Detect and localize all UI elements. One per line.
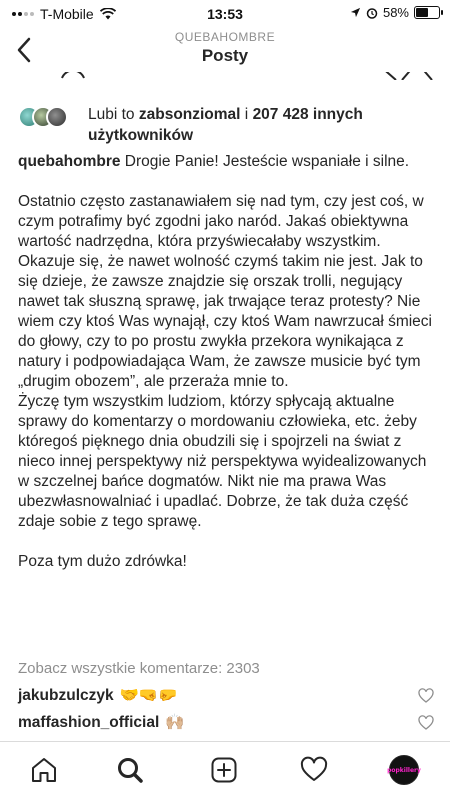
liker-username[interactable]: zabsonziomal <box>138 106 241 123</box>
battery-icon <box>414 6 440 19</box>
caption-paragraph: Ostatnio często zastanawiałem się nad tym, czy jest coś, w czym potrafimy być zgodni jako naród. Jakaś obiektywna wartość nadrzędna, która przyświecałaby wszystkim. <box>18 193 429 250</box>
caption-paragraph: Poza tym dużo zdrówka! <box>18 553 187 570</box>
like-heart-icon[interactable] <box>418 715 434 731</box>
likes-middle: i <box>240 106 253 123</box>
activity-heart-icon <box>300 756 328 784</box>
caption-username[interactable]: quebahombre <box>18 153 121 170</box>
comment-username[interactable]: maffashion_official <box>18 714 160 731</box>
caption-paragraph: Życzę tym wszystkim ludziom, którzy spłycają aktualne sprawy do komentarzy o mordowaniu człowieka, etc. żeby któregoś pięknego dnia obudzili się i spojrzeli na świat z nieco innej perspektywy niż perspektywa wyidealizowanych w szczelnej bańce dogmatów. Nikt nie ma prawa Was ubezwłasnowalniać i upadlać. Dobrze, że tak duża część zdaje sobie z tego sprawę. <box>18 393 431 530</box>
tab-new-post[interactable] <box>208 754 240 786</box>
alarm-icon <box>366 7 378 19</box>
post-caption <box>18 152 438 572</box>
comment-icon-fragment <box>60 72 86 85</box>
likes-count[interactable]: 207 428 innych użytkowników <box>88 106 363 144</box>
caption-paragraph <box>18 152 438 172</box>
tab-search[interactable] <box>114 754 146 786</box>
save-icon-fragment <box>376 72 436 85</box>
clock: 13:53 <box>207 6 243 22</box>
caption-paragraph: Okazuje się, że nawet wolność czymś takim nie jest. Jak to się dzieje, że zawsze znajdzie się orszak trolli, negujący nawet tak słuszną sprawę, jak trwające teraz protesty? Nie wiem czy ktoś Was wynajął, czy ktoś Wam nawrzucał śmieci do głowy, czy to po prostu zwykła przekora wynikająca z natury i podpowiadająca Wam, że zawsze musicie być tym „drugim obozem”, ale przeraża mnie to. <box>18 253 437 390</box>
status-bar <box>0 0 450 28</box>
profile-avatar <box>389 755 419 785</box>
bottom-tab-bar <box>0 741 450 800</box>
battery-percent: 58% <box>382 5 409 20</box>
profile-thumb-logo-text: popkillery <box>387 766 421 774</box>
likes-text <box>88 104 438 146</box>
new-post-icon <box>210 756 238 784</box>
home-icon <box>30 756 58 784</box>
likes-prefix: Lubi to <box>88 106 139 123</box>
status-right <box>350 5 440 20</box>
scrolled-action-row-fragment <box>0 72 450 86</box>
search-icon <box>116 756 144 784</box>
profile-username: QUEBAHOMBRE <box>174 30 276 44</box>
comment-row <box>18 686 438 706</box>
caption-text: Drogie Panie! Jesteście wspaniałe i silne. <box>120 153 410 170</box>
comment-username[interactable]: jakubzulczyk <box>18 687 114 704</box>
liker-avatars <box>18 106 74 126</box>
tab-profile[interactable] <box>388 754 420 786</box>
tab-home[interactable] <box>28 754 60 786</box>
comment-text: 🙌🏼 <box>165 714 185 731</box>
carrier-label: T-Mobile <box>40 6 94 22</box>
page-title: Posty <box>201 46 249 65</box>
comment-text: 🤝🤜🤛 <box>119 687 178 704</box>
like-heart-icon[interactable] <box>418 688 434 704</box>
location-arrow-icon <box>350 7 361 18</box>
view-all-comments-link[interactable]: Zobacz wszystkie komentarze: 2303 <box>18 660 260 677</box>
tab-activity[interactable] <box>298 754 330 786</box>
avatar <box>46 106 68 128</box>
nav-header <box>0 28 450 72</box>
comment-row <box>18 713 438 733</box>
